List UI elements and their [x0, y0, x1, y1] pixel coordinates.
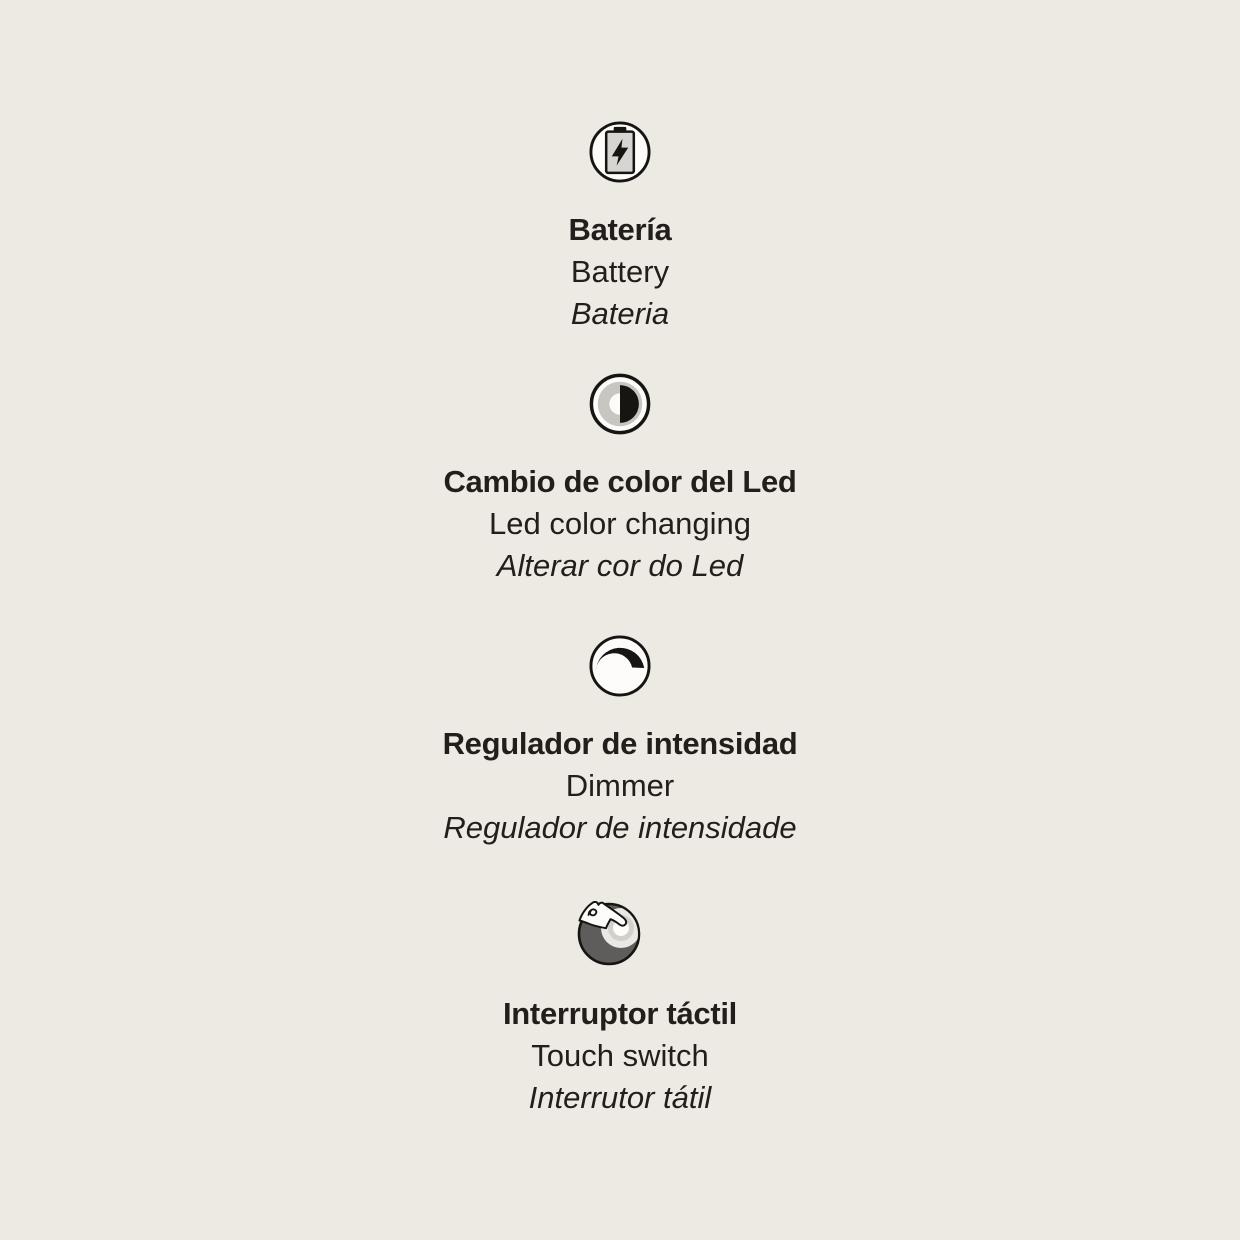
feature-section-touch	[503, 901, 737, 1119]
feature-label-pt: Alterar cor do Led	[496, 548, 744, 583]
feature-title-es: Interruptor táctil	[502, 996, 737, 1031]
feature-title-es: Regulador de intensidad	[442, 726, 798, 761]
feature-label-en: Battery	[570, 254, 670, 289]
feature-label-en: Touch switch	[531, 1038, 709, 1073]
feature-section-led-color	[443, 373, 796, 587]
dimmer-icon	[589, 635, 651, 697]
feature-section-dimmer	[443, 635, 798, 849]
feature-title-es: Batería	[568, 212, 672, 247]
led-color-change-icon	[589, 373, 651, 435]
feature-title-es: Cambio de color del Led	[443, 464, 797, 499]
touch-switch-icon	[576, 901, 642, 967]
feature-label-en: Dimmer	[565, 768, 675, 803]
feature-label-pt: Interrutor tátil	[528, 1080, 712, 1115]
feature-section-battery	[568, 121, 671, 335]
battery-icon	[589, 121, 651, 183]
feature-label-pt: Bateria	[570, 296, 670, 331]
feature-label-en: Led color changing	[489, 506, 751, 541]
feature-label-pt: Regulador de intensidade	[443, 810, 797, 845]
